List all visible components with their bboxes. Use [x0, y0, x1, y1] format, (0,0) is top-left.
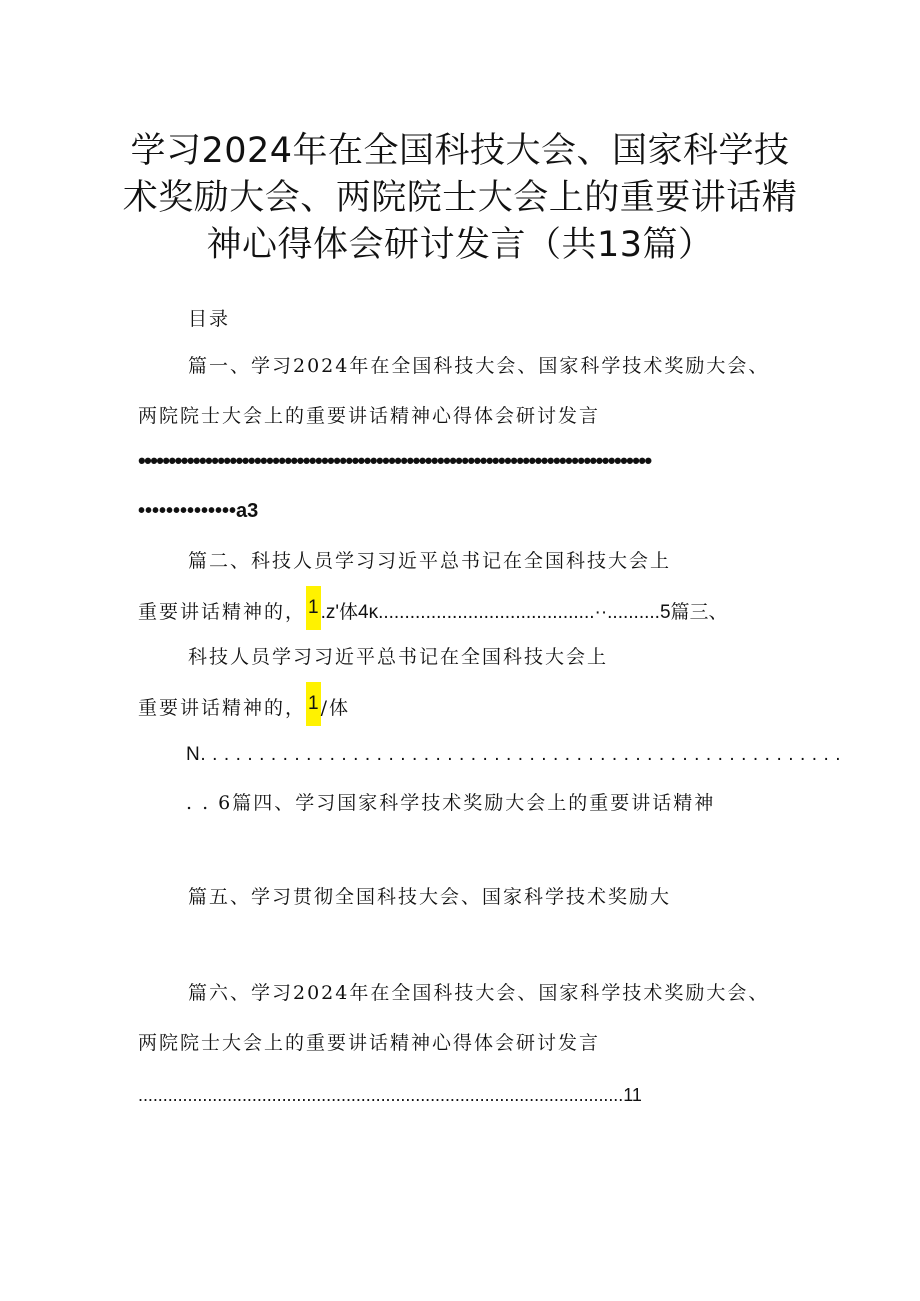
toc-entry-3-highlight: 1 [306, 682, 321, 726]
title-line-2: 术奖励大会、两院院士大会上的重要讲话精 [122, 178, 798, 218]
toc-entry-3-prefix: 重要讲话精神的， [138, 697, 307, 719]
toc-entry-1-leader: •••••••••••••••••••••••••••••••••••••••••••••••••••••••••••••••••••••••••••••••••••• [138, 448, 651, 473]
toc-entry-1-line-2: 两院院士大会上的重要讲话精神心得体会研讨发言 [138, 405, 601, 427]
toc-entry-2-line-2 [138, 596, 728, 630]
document-title [120, 128, 800, 269]
toc-entry-3-line-1: 科技人员学习习近平总书记在全国科技大会上 [188, 646, 609, 668]
toc-entry-4: . . 6篇四、学习国家科学技术奖励大会上的重要讲话精神 [186, 792, 716, 814]
toc-heading: 目录 [188, 308, 231, 330]
toc-entry-6-line-2: 两院院士大会上的重要讲话精神心得体会研讨发言 [138, 1032, 601, 1054]
toc-entry-2-prefix: 重要讲话精神的， [138, 601, 307, 623]
toc-entry-6-line-1: 篇六、学习2024年在全国科技大会、国家科学技术奖励大会、 [188, 982, 770, 1004]
toc-entry-2-line-1: 篇二、科技人员学习习近平总书记在全国科技大会上 [188, 550, 672, 572]
toc-entry-6-leader: ..................................................................................................11 [138, 1085, 642, 1105]
toc-entry-2-suffix: .z'体4κ.........................................··..........5篇三、 [320, 602, 728, 623]
toc-entry-3-line-2 [138, 692, 350, 726]
title-line-3: 神心得体会研讨发言（共13篇） [206, 225, 714, 265]
toc-entry-1-page: ••••••••••••••a3 [138, 500, 259, 522]
toc-entry-1-line-1: 篇一、学习2024年在全国科技大会、国家科学技术奖励大会、 [188, 355, 770, 377]
title-line-1: 学习2024年在全国科技大会、国家科学技 [130, 131, 790, 171]
toc-entry-3-leader: N. . . . . . . . . . . . . . . . . . . . . . . . . . . . . . . . . . . . . . . . . . . . . . . . . . . . . . . [186, 744, 842, 765]
toc-entry-5: 篇五、学习贯彻全国科技大会、国家科学技术奖励大 [188, 886, 672, 908]
toc-entry-2-highlight: 1 [306, 586, 321, 630]
toc-entry-3-suffix: /体 [320, 697, 350, 719]
